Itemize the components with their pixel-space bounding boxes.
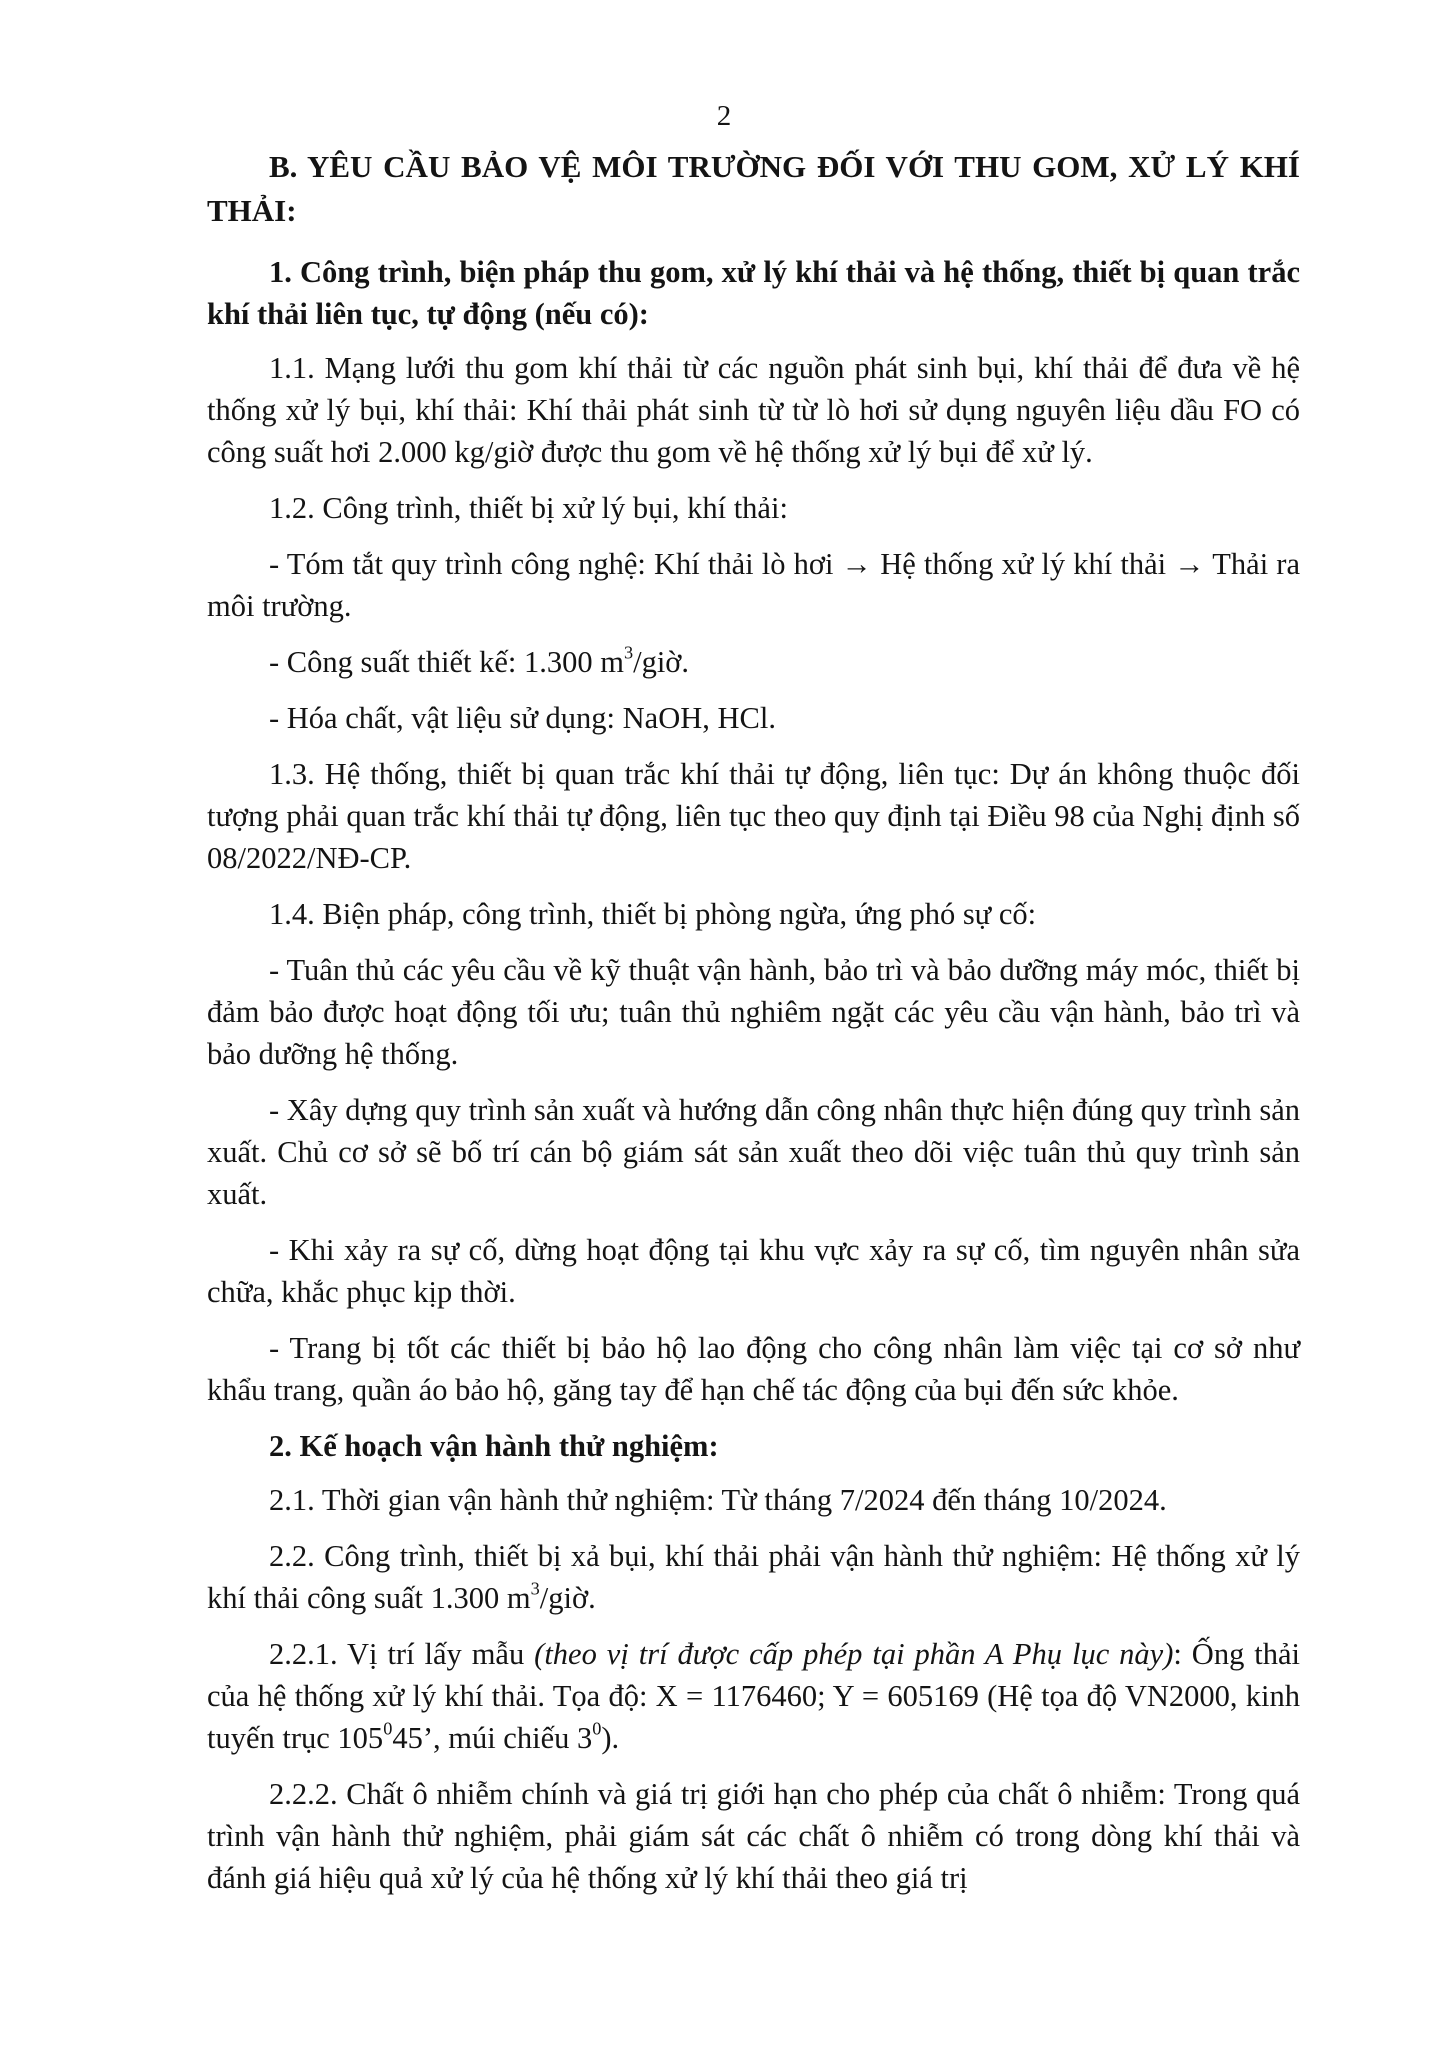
superscript: 3 (530, 1578, 540, 1599)
paragraph-1-2-process: - Tóm tắt quy trình công nghệ: Khí thải lò hơi → Hệ thống xử lý khí thải → Thải ra môi trường. (207, 547, 1300, 623)
paragraph-2-2-text: 2.2. Công trình, thiết bị xả bụi, khí thải phải vận hành thử nghiệm: Hệ thống xử lý khí thải công suất 1.300 m (207, 1539, 1300, 1615)
paragraph-2-2 (207, 1535, 1300, 1619)
capacity-text: - Công suất thiết kế: 1.300 m (269, 645, 624, 679)
paragraph-2-1: 2.1. Thời gian vận hành thử nghiệm: Từ tháng 7/2024 đến tháng 10/2024. (269, 1483, 1167, 1517)
superscript: 0 (383, 1718, 393, 1739)
paragraph-1-4-b: - Xây dựng quy trình sản xuất và hướng dẫn công nhân thực hiện đúng quy trình sản xuất. Chủ cơ sở sẽ bố trí cán bộ giám sát sản xuất theo dõi việc tuân thủ quy trình sản xuất. (207, 1093, 1300, 1211)
document-body (207, 145, 1300, 1913)
paragraph-1-2: 1.2. Công trình, thiết bị xử lý bụi, khí thải: (269, 491, 788, 525)
paragraph-1-4-c: - Khi xảy ra sự cố, dừng hoạt động tại khu vực xảy ra sự cố, tìm nguyên nhân sửa chữa, khắc phục kịp thời. (207, 1233, 1300, 1309)
paragraph-1-1: 1.1. Mạng lưới thu gom khí thải từ các nguồn phát sinh bụi, khí thải để đưa về hệ thống xử lý bụi, khí thải: Khí thải phát sinh từ từ lò hơi sử dụng nguyên liệu dầu FO có công suất hơi 2.000 kg/giờ được thu gom về hệ thống xử lý bụi để xử lý. (207, 351, 1300, 469)
superscript: 0 (592, 1718, 602, 1739)
paragraph-2-2-unit: /giờ. (539, 1581, 596, 1615)
section-b-title: B. YÊU CẦU BẢO VỆ MÔI TRƯỜNG ĐỐI VỚI THU GOM, XỬ LÝ KHÍ THẢI: (207, 149, 1300, 228)
paragraph-2-2-1-lead: 2.2.1. Vị trí lấy mẫu (269, 1637, 535, 1671)
paragraph-1-3: 1.3. Hệ thống, thiết bị quan trắc khí thải tự động, liên tục: Dự án không thuộc đối tượng phải quan trắc khí thải tự động, liên tục theo quy định tại Điều 98 của Nghị định số 08/2022/NĐ-CP. (207, 757, 1300, 875)
paragraph-1-2-chemicals: - Hóa chất, vật liệu sử dụng: NaOH, HCl. (269, 701, 776, 735)
paragraph-2-2-1-body: : Ống thải của hệ thống xử lý khí thải. Tọa độ: X = 1176460; Y = 605169 (Hệ tọa độ VN2000, kinh tuyến trục 105 (207, 1637, 1300, 1755)
paragraph-1-4-a: - Tuân thủ các yêu cầu về kỹ thuật vận hành, bảo trì và bảo dưỡng máy móc, thiết bị đảm bảo được hoạt động tối ưu; tuân thủ nghiêm ngặt các yêu cầu vận hành, bảo trì và bảo dưỡng hệ thống. (207, 953, 1300, 1071)
page-number: 2 (716, 100, 732, 132)
section-1-title: 1. Công trình, biện pháp thu gom, xử lý khí thải và hệ thống, thiết bị quan trắc khí thải liên tục, tự động (nếu có): (207, 255, 1300, 331)
section-2-title: 2. Kế hoạch vận hành thử nghiệm: (269, 1429, 719, 1463)
paragraph-2-2-1-body2: 45’, múi chiếu 3 (392, 1721, 593, 1755)
paragraph-1-4: 1.4. Biện pháp, công trình, thiết bị phòng ngừa, ứng phó sự cố: (269, 897, 1037, 931)
paragraph-2-2-1 (207, 1633, 1300, 1759)
paragraph-1-4-d: - Trang bị tốt các thiết bị bảo hộ lao động cho công nhân làm việc tại cơ sở như khẩu trang, quần áo bảo hộ, găng tay để hạn chế tác động của bụi đến sức khỏe. (207, 1331, 1300, 1407)
paragraph-1-2-capacity (207, 641, 1300, 683)
capacity-unit: /giờ. (633, 645, 690, 679)
paragraph-2-2-1-end: ). (601, 1721, 620, 1755)
superscript: 3 (623, 642, 634, 663)
paragraph-2-2-2: 2.2.2. Chất ô nhiễm chính và giá trị giới hạn cho phép của chất ô nhiễm: Trong quá trình vận hành thử nghiệm, phải giám sát các chất ô nhiễm có trong dòng khí thải và đánh giá hiệu quả xử lý của hệ thống xử lý khí thải theo giá trị (207, 1777, 1300, 1895)
paragraph-2-2-1-italic: (theo vị trí được cấp phép tại phần A Phụ lục này) (534, 1637, 1174, 1671)
